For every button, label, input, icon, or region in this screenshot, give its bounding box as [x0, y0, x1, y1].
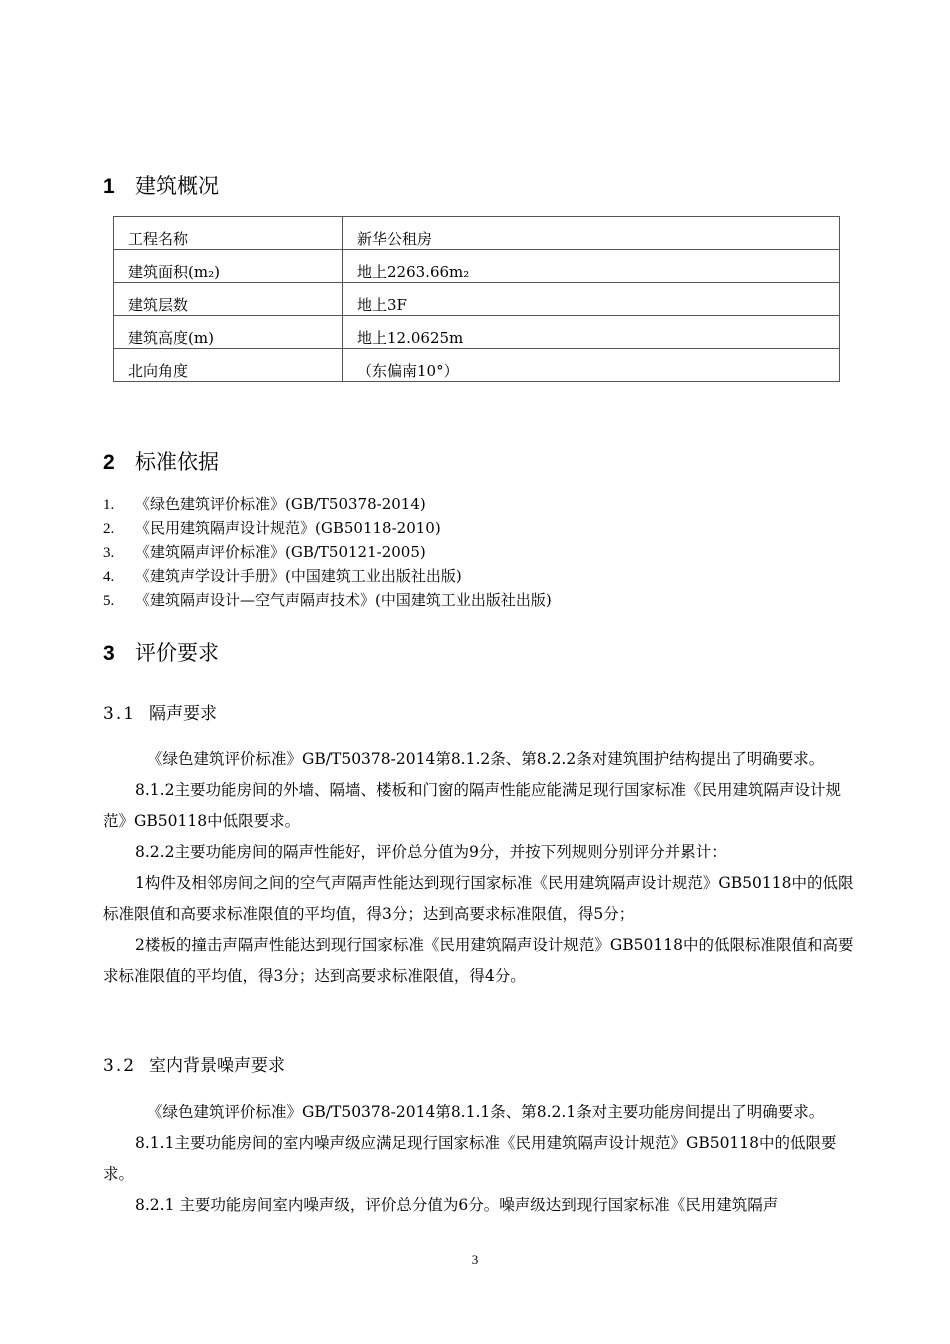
paragraph: 《绿色建筑评价标准》GB/T50378-2014第8.1.1条、第8.2.1条对主要功能房间提出了明确要求。: [147, 1103, 825, 1121]
list-number: 4.: [103, 569, 115, 585]
list-item: [103, 516, 552, 540]
subsection-number: 3.1: [103, 704, 137, 724]
section-3-2-body: [103, 1097, 863, 1221]
section-number: 3: [103, 642, 115, 665]
section-number: 2: [103, 451, 115, 474]
subsection-title: 室内背景噪声要求: [149, 1056, 285, 1076]
building-overview-table: [113, 216, 840, 382]
section-title: 标准依据: [135, 450, 219, 474]
paragraph: 2楼板的撞击声隔声性能达到现行国家标准《民用建筑隔声设计规范》GB50118中的低限标准限值和高要求标准限值的平均值，得3分；达到高要求标准限值，得4分。: [103, 936, 854, 985]
table-key-cell: 建筑面积(m₂): [114, 250, 343, 283]
list-item: [103, 564, 552, 588]
list-item: [103, 588, 552, 612]
paragraph: 8.1.2主要功能房间的外墙、隔墙、楼板和门窗的隔声性能应能满足现行国家标准《民用建筑隔声设计规范》GB50118中低限要求。: [103, 781, 841, 830]
list-number: 1.: [103, 497, 115, 513]
paragraph: 8.2.2主要功能房间的隔声性能好，评价总分值为9分，并按下列规则分别评分并累计：: [135, 843, 727, 861]
section-3-heading: [103, 637, 219, 667]
paragraph: 1构件及相邻房间之间的空气声隔声性能达到现行国家标准《民用建筑隔声设计规范》GB50118中的低限标准限值和高要求标准限值的平均值，得3分；达到高要求标准限值，得5分；: [103, 874, 854, 923]
list-number: 3.: [103, 545, 115, 561]
table-value-cell: （东偏南10°）: [343, 349, 840, 382]
list-text: 《民用建筑隔声设计规范》(GB50118-2010): [135, 519, 441, 537]
section-1-heading: [103, 170, 219, 200]
list-text: 《绿色建筑评价标准》(GB/T50378-2014): [135, 495, 426, 513]
paragraph: 8.1.1主要功能房间的室内噪声级应满足现行国家标准《民用建筑隔声设计规范》GB50118中的低限要求。: [103, 1134, 837, 1183]
table-row: [114, 349, 840, 382]
table-value-cell: 地上3F: [343, 283, 840, 316]
table-key-cell: 工程名称: [114, 217, 343, 250]
list-text: 《建筑隔声设计—空气声隔声技术》(中国建筑工业出版社出版): [135, 591, 552, 609]
table-value-cell: 地上12.0625m: [343, 316, 840, 349]
section-title: 建筑概况: [135, 174, 219, 198]
standards-list: [103, 492, 552, 612]
list-text: 《建筑声学设计手册》(中国建筑工业出版社出版): [135, 567, 462, 585]
subsection-title: 隔声要求: [149, 704, 217, 724]
table-row: [114, 283, 840, 316]
table-row: [114, 217, 840, 250]
subsection-3-1-heading: [103, 699, 217, 724]
paragraph: 《绿色建筑评价标准》GB/T50378-2014第8.1.2条、第8.2.2条对建筑围护结构提出了明确要求。: [147, 750, 825, 768]
page-number: 3: [471, 1252, 479, 1267]
table-key-cell: 北向角度: [114, 349, 343, 382]
table-row: [114, 316, 840, 349]
table-row: [114, 250, 840, 283]
list-number: 2.: [103, 521, 115, 537]
paragraph: 8.2.1 主要功能房间室内噪声级，评价总分值为6分。噪声级达到现行国家标准《民用建筑隔声: [135, 1196, 779, 1214]
section-2-heading: [103, 446, 219, 476]
table-key-cell: 建筑层数: [114, 283, 343, 316]
table-value-cell: 新华公租房: [343, 217, 840, 250]
list-number: 5.: [103, 593, 115, 609]
list-item: [103, 540, 552, 564]
subsection-number: 3.2: [103, 1056, 137, 1076]
section-3-1-body: [103, 744, 863, 992]
section-title: 评价要求: [135, 641, 219, 665]
list-item: [103, 492, 552, 516]
subsection-3-2-heading: [103, 1051, 285, 1076]
list-text: 《建筑隔声评价标准》(GB/T50121-2005): [135, 543, 426, 561]
table-value-cell: 地上2263.66m₂: [343, 250, 840, 283]
section-number: 1: [103, 175, 115, 198]
table-key-cell: 建筑高度(m): [114, 316, 343, 349]
